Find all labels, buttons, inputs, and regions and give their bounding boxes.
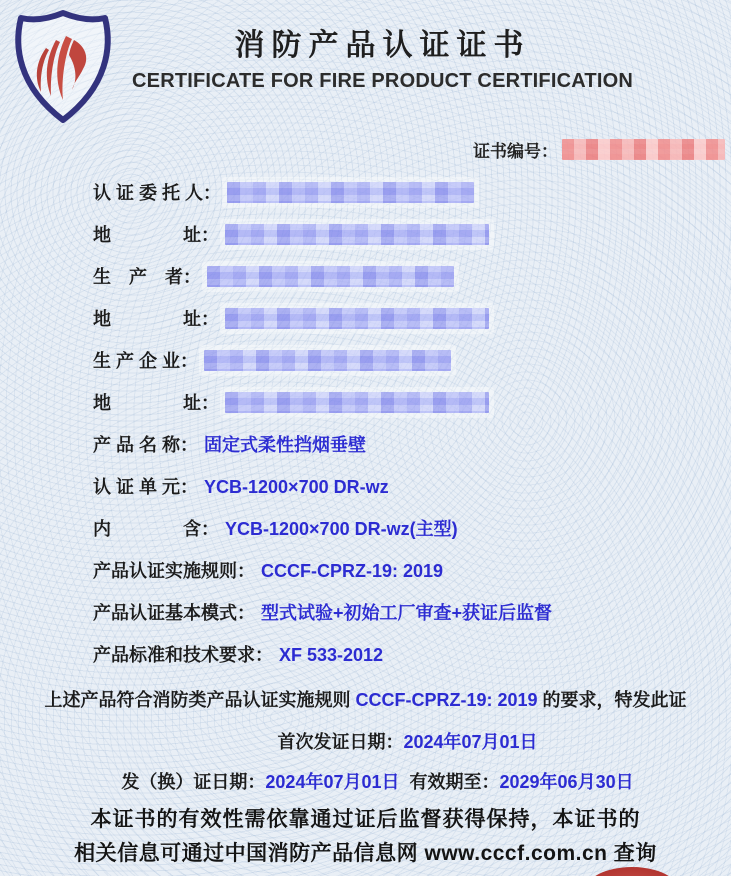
valid-until-label: 有效期至： xyxy=(409,772,500,792)
footer-info-suffix: 查询 xyxy=(607,842,657,865)
field-label: 认 证 单 元： xyxy=(93,477,199,497)
valid-until-date: 2029年06月30日 xyxy=(499,772,634,792)
field-row xyxy=(0,223,731,265)
field-row xyxy=(0,307,731,349)
field-value-redacted xyxy=(225,392,489,413)
certificate-number-redacted-value xyxy=(562,139,725,160)
footer-info-prefix: 相关信息可通过中国消防产品信息网 xyxy=(74,842,425,865)
statement-prefix: 上述产品符合消防类产品认证实施规则 xyxy=(44,690,356,710)
issue-line xyxy=(12,770,731,794)
fields-list xyxy=(0,181,731,685)
field-label: 生 产 者： xyxy=(93,267,201,287)
field-value-redacted xyxy=(225,308,489,329)
certificate-number-label: 证书编号： xyxy=(473,141,558,161)
field-row xyxy=(0,517,731,559)
statement-rule-code: CCCF-CPRZ-19: 2019 xyxy=(355,690,538,710)
field-label: 产品认证基本模式： xyxy=(93,603,255,623)
field-label: 产品标准和技术要求： xyxy=(93,645,273,665)
field-row xyxy=(0,559,731,601)
field-row xyxy=(0,643,731,685)
field-value-redacted xyxy=(207,266,454,287)
field-label: 地 址： xyxy=(93,225,219,245)
footer-website-url: www.cccf.com.cn xyxy=(424,842,608,865)
field-value-redacted xyxy=(227,182,474,203)
footer-info-note xyxy=(0,837,731,871)
footer xyxy=(0,803,731,871)
statement-line xyxy=(0,687,731,713)
field-row xyxy=(0,265,731,307)
field-label: 产 品 名 称： xyxy=(93,435,199,455)
field-value: YCB-1200×700 DR-wz(主型) xyxy=(225,519,458,539)
footer-validity-note: 本证书的有效性需依靠通过证后监督获得保持，本证书的 xyxy=(90,808,641,831)
field-label: 认 证 委 托 人： xyxy=(93,183,222,203)
first-issue-line xyxy=(42,730,731,754)
field-label: 地 址： xyxy=(93,309,219,329)
field-row xyxy=(0,475,731,517)
field-row xyxy=(0,391,731,433)
field-row xyxy=(0,349,731,391)
first-issue-date: 2024年07月01日 xyxy=(403,732,538,752)
field-row xyxy=(0,181,731,223)
first-issue-label: 首次发证日期： xyxy=(277,732,404,752)
page-title: 消防产品认证证书 xyxy=(234,29,531,62)
field-row xyxy=(0,433,731,475)
page-subtitle: CERTIFICATE FOR FIRE PRODUCT CERTIFICATION xyxy=(132,70,633,92)
field-value: CCCF-CPRZ-19: 2019 xyxy=(261,561,444,581)
field-value: XF 533-2012 xyxy=(279,645,384,665)
field-label: 生 产 企 业： xyxy=(93,351,199,371)
field-label: 内 含： xyxy=(93,519,219,539)
field-row xyxy=(0,601,731,643)
field-value-redacted xyxy=(204,350,451,371)
field-value: YCB-1200×700 DR-wz xyxy=(204,477,389,497)
statement-suffix: 的要求，特发此证 xyxy=(537,690,687,710)
field-value: 固定式柔性挡烟垂壁 xyxy=(204,435,367,455)
field-label: 地 址： xyxy=(93,393,219,413)
field-value-redacted xyxy=(225,224,489,245)
fire-shield-icon xyxy=(8,6,118,126)
issue-date: 2024年07月01日 xyxy=(265,772,400,792)
field-value: 型式试验+初始工厂审查+获证后监督 xyxy=(261,603,553,623)
certificate-number-row xyxy=(0,138,731,160)
issue-date-label: 发（换）证日期： xyxy=(121,772,266,792)
fire-shield-logo xyxy=(8,6,118,126)
field-label: 产品认证实施规则： xyxy=(93,561,255,581)
